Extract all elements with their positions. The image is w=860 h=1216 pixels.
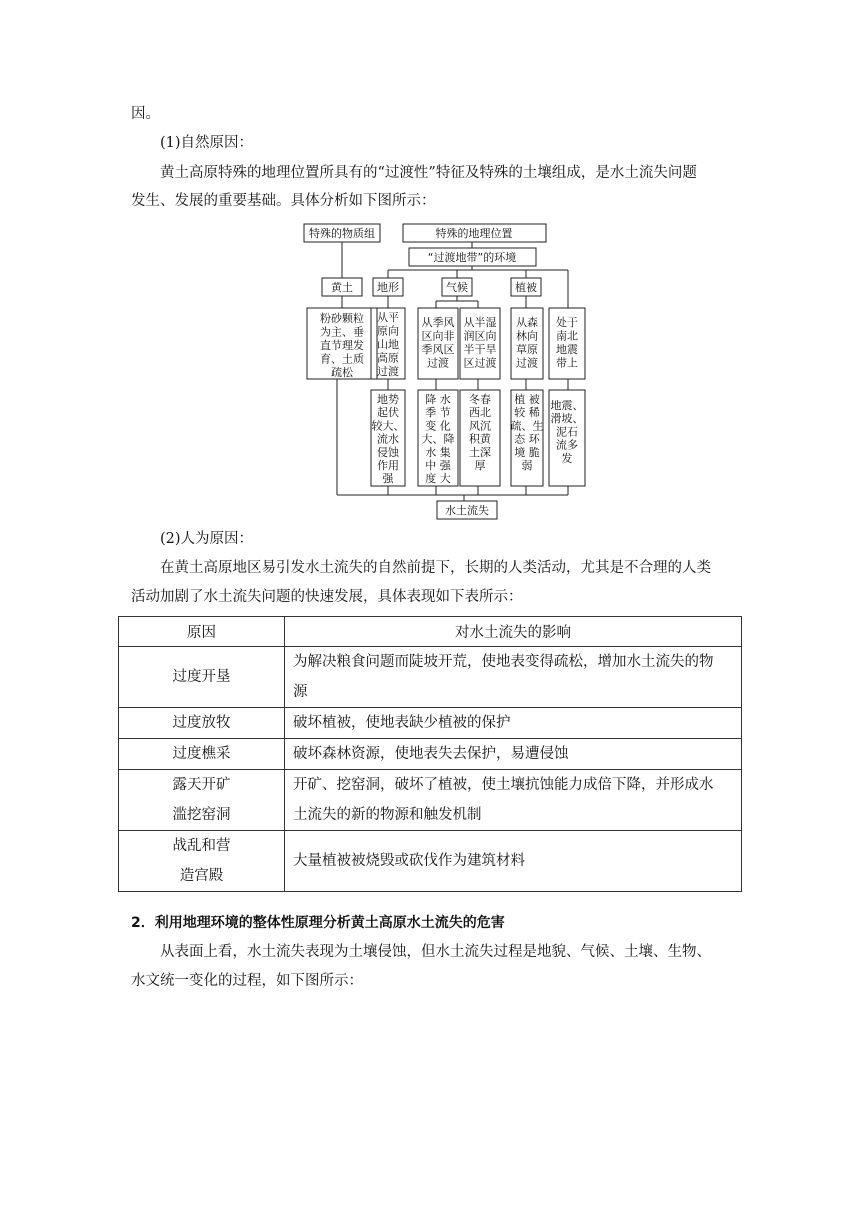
para-surface-1: 从表面上看，水土流失表现为土壤侵蚀，但水土流失过程是地貌、气候、土壤、生物、 <box>160 944 711 960</box>
box-climate-desc-monsoon: 从季风区向非季风区过渡 <box>421 316 455 370</box>
section-2-heading: 2．利用地理环境的整体性原理分析黄土高原水土流失的危害 <box>131 915 505 931</box>
table-row <box>119 739 742 770</box>
effect-cell: 为解决粮食问题而陡坡开荒，使地表变得疏松，增加水土流失的物 源 <box>285 647 742 708</box>
box-veg-effect: 植 被较 稀疏、生态 环境 脆弱 <box>510 393 544 472</box>
human-causes-table <box>118 616 742 892</box>
table-row <box>119 647 742 708</box>
box-location-desc: 处于南北地震带上 <box>556 316 578 370</box>
table-row <box>119 708 742 739</box>
box-result: 水土流失 <box>445 504 489 517</box>
cause-cell: 露天开矿 滥挖窑洞 <box>119 770 285 831</box>
para-natural-1: 黄土高原特殊的地理位置所具有的“过渡性”特征及特殊的土壤组成，是水土流失问题 <box>160 165 697 181</box>
box-climate: 气候 <box>446 281 468 294</box>
section-human-causes: (2)人为原因： <box>160 531 254 547</box>
box-loess-desc: 粉砂颗粒为主、垂直节理发育、土质疏松 <box>320 312 364 379</box>
box-terrain-effect: 地势起伏较大、流水侵蚀作用强 <box>371 393 405 486</box>
box-climate-effect-wind: 冬春西北风沉积黄土深厚 <box>469 393 491 472</box>
para-surface-2: 水文统一变化的过程，如下图所示： <box>131 973 363 989</box>
box-terrain: 地形 <box>377 281 399 294</box>
section-natural-causes: (1)自然原因： <box>160 135 254 151</box>
effect-cell: 破坏植被，使地表缺少植被的保护 <box>285 708 742 739</box>
effect-cell: 开矿、挖窑洞，破坏了植被，使土壤抗蚀能力成倍下降，并形成水 土流失的新的物源和触发机制 <box>285 770 742 831</box>
box-location-effect: 地震、滑坡、泥石流多发 <box>550 399 584 465</box>
box-terrain-desc: 从平原向山地高原过渡 <box>377 311 399 378</box>
box-veg-desc: 从森林向草原过渡 <box>516 316 538 370</box>
effect-cell: 大量植被被烧毁或砍伐作为建筑材料 <box>285 831 742 892</box>
cause-cell: 过度樵采 <box>119 739 285 770</box>
table-header-effect: 对水土流失的影响 <box>285 617 742 647</box>
box-climate-effect-precip: 降 水季 节变 化大、降水 集中 强度 大 <box>421 393 455 486</box>
para-natural-2: 发生、发展的重要基础。具体分析如下图所示： <box>131 193 436 209</box>
table-row <box>119 831 742 892</box>
box-transition-env: “过渡地带”的环境 <box>427 251 517 264</box>
box-loess: 黄土 <box>331 281 353 294</box>
para-fragment: 因。 <box>131 106 160 122</box>
effect-cell: 破坏森林资源，使地表失去保护，易遭侵蚀 <box>285 739 742 770</box>
para-human-2: 活动加剧了水土流失问题的快速发展，具体表现如下表所示： <box>131 589 523 605</box>
box-climate-desc-humidity: 从半湿润区向半干旱区过渡 <box>463 316 497 370</box>
box-material-group: 特殊的物质组 <box>309 227 375 240</box>
cause-cell: 过度开垦 <box>119 647 285 708</box>
box-geo-position: 特殊的地理位置 <box>435 227 513 240</box>
cause-cell: 过度放牧 <box>119 708 285 739</box>
table-row <box>119 770 742 831</box>
table-header-cause: 原因 <box>119 617 285 647</box>
box-vegetation: 植被 <box>515 281 537 294</box>
para-human-1: 在黄土高原地区易引发水土流失的自然前提下，长期的人类活动，尤其是不合理的人类 <box>160 560 711 576</box>
cause-cell: 战乱和营 造宫殿 <box>119 831 285 892</box>
